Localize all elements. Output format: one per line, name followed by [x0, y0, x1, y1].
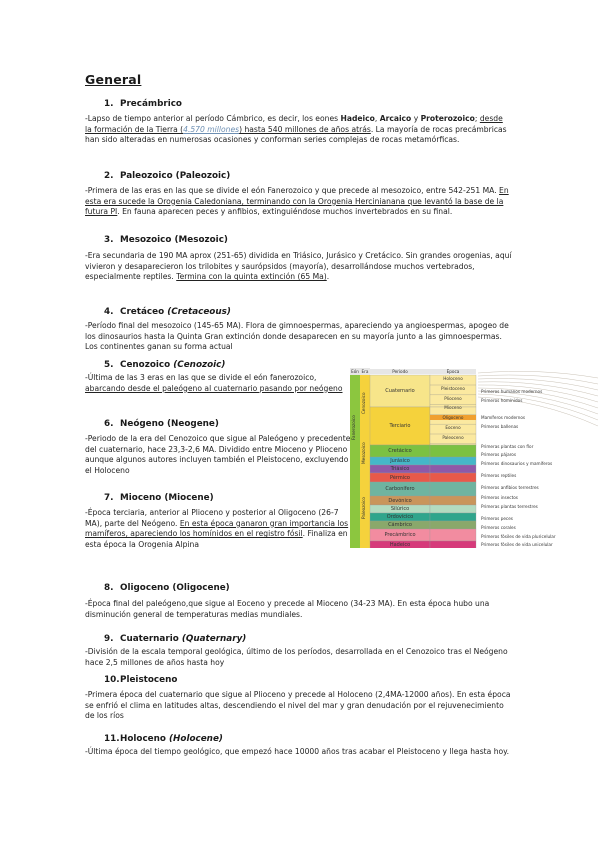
paragraph-neogeno: -Periodo de la era del Cenozoico que sigue al Paleógeno y precedente del cuaternario, hace 23,3-2,6 MA. Dividido entre Mioceno y Plioceno aunque algunos autores incluyen también el Pleistoceno, excluyendo el Holoceno: [85, 434, 351, 475]
link-4570-millones[interactable]: 4.570 millones: [183, 124, 240, 134]
epoch-bar: [430, 505, 476, 513]
evolution-note: Primeros fósiles de vida unicelular: [481, 542, 553, 547]
heading-oligoceno: 8. Oligoceno (Oligocene): [104, 583, 230, 593]
paragraph-cretaceo: -Período final del mesozoico (145-65 MA). Flora de gimnoespermas, apareciendo ya angioespermas, apogeo de los dinosaurios hasta la Quinta Gran extinción donde desaparecen en su mayoría junto a las gimnoespermas. Los continentes ganan su forma actual: [85, 321, 509, 352]
page-title: General: [85, 72, 142, 87]
heading-mioceno: 7. Mioceno (Miocene): [104, 493, 214, 503]
evolution-note: Primeros pájaros: [481, 452, 517, 457]
epoch-label: Mioceno: [444, 405, 462, 411]
col-head-epoch: Época: [430, 369, 476, 374]
epoch-bar: [430, 529, 476, 541]
period-label: Terciario: [389, 423, 411, 429]
evolution-note: Primeros ballenas: [481, 424, 519, 429]
col-head-period: Periodo: [370, 369, 430, 374]
period-label: Jurásico: [390, 458, 410, 464]
period-label: Precámbrico: [384, 532, 416, 538]
col-head-era: Era: [361, 369, 369, 374]
evolution-note: Primeras plantas terrestres: [481, 504, 538, 509]
heading-paleozoico: 2. Paleozoico (Paleozoic): [104, 171, 231, 181]
paragraph-precambrico: -Lapso de tiempo anterior al período Cámbrico, es decir, los eones Hadeico, Arcaico y Proterozoico; desde la formación de la Tierra (4.570 millones) hasta 540 millones de años atrás. La mayoría de rocas precámbricas han sido alteradas en numerosas ocasiones y conforman series complejas de rocas metamórficas.: [85, 114, 507, 145]
heading-pleistoceno: 10.Pleistoceno: [104, 675, 178, 685]
era-label-paleozoico: Paleozoico: [361, 497, 366, 519]
period-label: Silúrico: [390, 506, 410, 512]
epoch-bar: [430, 482, 476, 496]
evolution-note: Primeros homínidos: [481, 398, 523, 403]
period-label: Cretácico: [388, 448, 412, 454]
paragraph-pleistoceno: -Primera época del cuaternario que sigue al Plioceno y precede al Holoceno (2,4MA-12000 años). En esta época se enfrió el clima en latitudes altas, descendiendo el nivel del mar y gran denudación por el rejuvenecimiento de los ríos: [85, 690, 511, 721]
heading-cretaceo: 4. Cretáceo (Cretaceous): [104, 307, 231, 317]
evolution-note: Mamíferos modernos: [481, 415, 526, 420]
evolution-note: Primeros reptiles: [481, 473, 517, 478]
epoch-bar: [430, 473, 476, 482]
era-label-mesozoico: Mesozoico: [361, 442, 366, 464]
heading-number: 1.: [104, 99, 114, 109]
heading-precambrico: [104, 99, 182, 109]
period-label: Devónico: [388, 497, 412, 504]
heading-cuaternario: 9. Cuaternario (Quaternary): [104, 634, 247, 644]
period-label: Ordovícico: [386, 514, 414, 520]
evolution-note: Primeros corales: [481, 525, 516, 530]
epoch-bar: [430, 496, 476, 505]
paragraph-cenozoico: -Última de las 3 eras en las que se divide el eón fanerozoico, abarcando desde el paleógeno al cuaternario pasando por neógeno: [85, 373, 343, 393]
epoch-bar: [430, 521, 476, 529]
epoch-bar: [430, 513, 476, 521]
heading-text: Precámbrico: [120, 99, 182, 109]
heading-mesozoico: 3. Mesozoico (Mesozoic): [104, 235, 228, 245]
period-label: Pérmico: [390, 474, 410, 481]
epoch-label: Eoceno: [445, 425, 461, 430]
heading-cenozoico: 5. Cenozoico (Cenozoic): [104, 360, 226, 370]
period-label: Carbonífero: [385, 486, 415, 492]
paragraph-mesozoico: -Era secundaria de 190 MA aprox (251-65) dividida en Triásico, Jurásico y Cretácico. Sin grandes orogenias, aquí vivieron y desaparecieron los trilobites y saurópsidos (mayoría), desarrollándose muchos vertebrados, especialmente reptiles. Termina con la quinta extinción (65 Ma).: [85, 251, 512, 282]
evolution-note: Primeros fósiles de vida pluricelular: [481, 534, 556, 539]
epoch-bar: [430, 541, 476, 548]
epoch-label: Plioceno: [444, 395, 462, 401]
epoch-bar: [430, 465, 476, 473]
era-label-cenozoico: Cenozoico: [361, 392, 366, 414]
eon-label: Fanerozoico: [351, 415, 356, 441]
period-label: Cámbrico: [388, 522, 412, 528]
paragraph-oligoceno: -Época final del paleógeno,que sigue al Eoceno y precede al Mioceno (34-23 MA). En esta época hubo una disminución general de temperaturas medias mundiales.: [85, 599, 490, 619]
paragraph-paleozoico: -Primera de las eras en las que se divide el eón Fanerozoico y que precede al mesozoico, entre 542-251 MA. En esta era sucede la Orogenia Caledoniana, terminando con la Orogenia Hercinianana que levantó la base de la futura PI. En fauna aparecen peces y anfibios, extinguiéndose muchos invertebrados en su final.: [85, 186, 509, 217]
heading-neogeno: 6. Neógeno (Neogene): [104, 419, 219, 429]
geologic-time-chart: [350, 368, 598, 548]
evolution-note: Primeros insectos: [481, 495, 518, 500]
paragraph-holoceno: -Última época del tiempo geológico, que empezó hace 10000 años tras acabar el Pleistoceno y llega hasta hoy.: [85, 747, 509, 756]
paragraph-cuaternario: -División de la escala temporal geológica, último de los períodos, desarrollada en el Cenozoico tras el Neógeno hace 2,5 millones de años hasta hoy: [85, 647, 508, 667]
epoch-label: Pleistoceno: [441, 385, 465, 391]
heading-holoceno: 11.Holoceno (Holocene): [104, 734, 223, 744]
epoch-label: Holoceno: [443, 376, 463, 381]
period-label: Triásico: [390, 466, 410, 472]
evolution-note: Primeras plantas con flor: [481, 444, 534, 449]
period-label: Cuaternario: [385, 388, 415, 394]
evolution-note: Primeros peces: [481, 516, 513, 521]
paragraph-mioceno: -Época terciaria, anterior al Plioceno y posterior al Oligoceno (26-7 MA), parte del Neógeno. En esta época ganaron gran importancia los mamíferos, apareciendo los homínidos en el registro fósil. Finaliza en esta época la Orogenia Alpina: [85, 508, 349, 549]
period-label: Hadeico: [389, 542, 411, 548]
epoch-bar: [430, 445, 476, 457]
evolution-note: Primeros humanos modernos: [481, 389, 543, 394]
epoch-label: Oligoceno: [430, 415, 476, 420]
evolution-note: Primeros dinosaurios y mamíferos: [481, 461, 553, 466]
epoch-bar: [430, 457, 476, 465]
epoch-label: Paleoceno: [442, 434, 464, 440]
col-head-eon: Eón: [351, 369, 359, 374]
evolution-note: Primeros anfibios terrestres: [481, 485, 539, 490]
